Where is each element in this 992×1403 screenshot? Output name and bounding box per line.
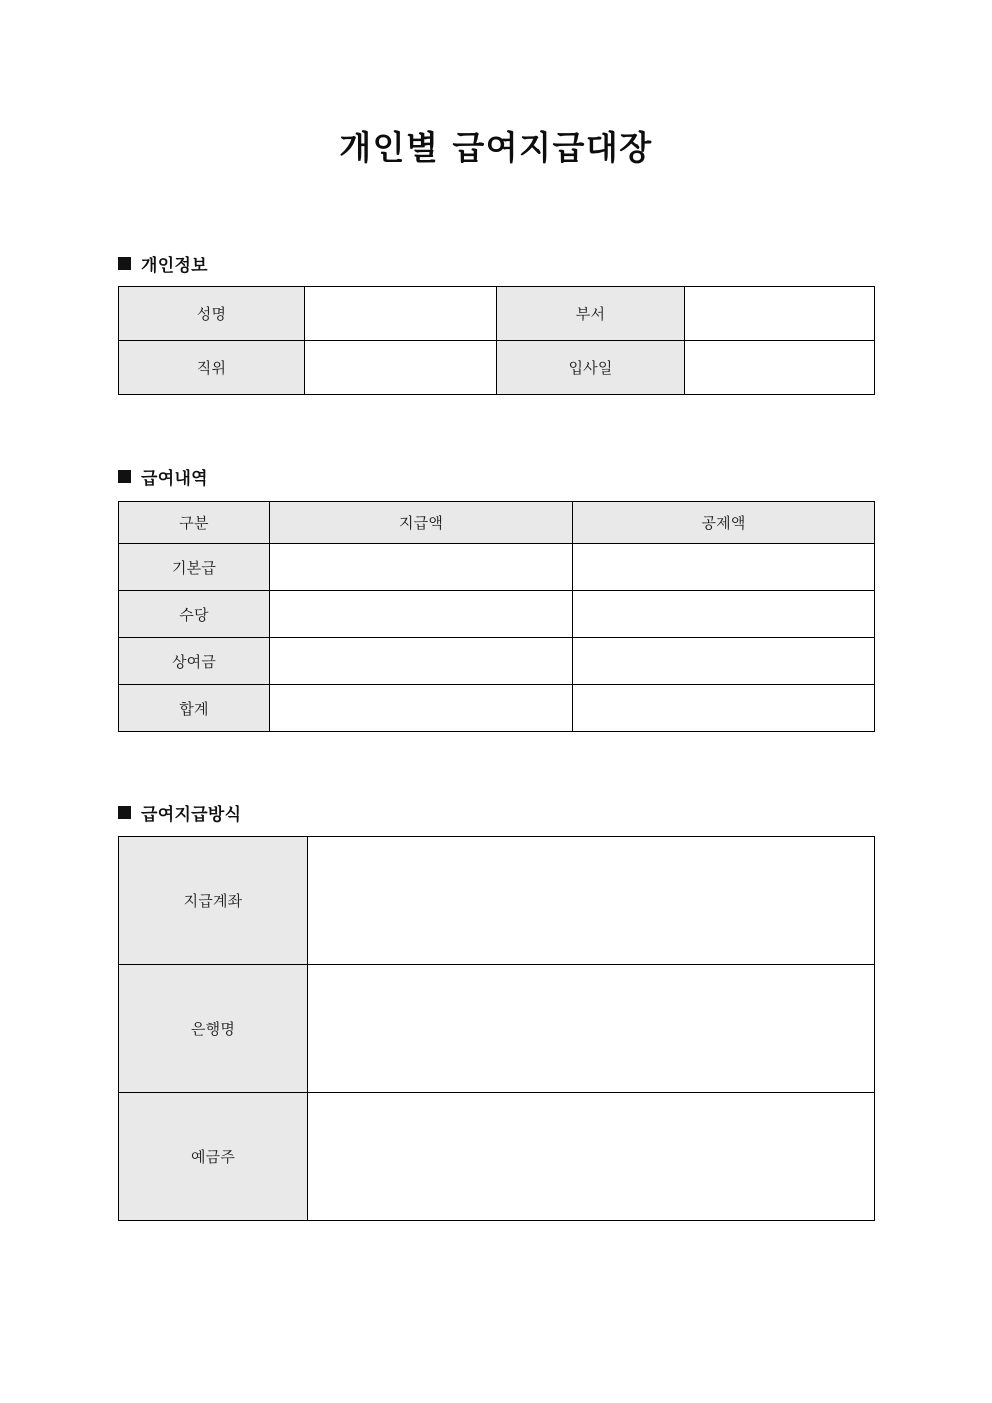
label-bonus: 상여금 bbox=[119, 638, 270, 685]
label-hire-date: 입사일 bbox=[497, 341, 685, 395]
section-heading-label: 개인정보 bbox=[141, 256, 208, 276]
label-allowance: 수당 bbox=[119, 591, 270, 638]
label-payment-account: 지급계좌 bbox=[119, 837, 308, 965]
field-position[interactable] bbox=[305, 341, 497, 395]
field-hire-date[interactable] bbox=[685, 341, 875, 395]
personal-info-table bbox=[118, 286, 875, 395]
label-name: 성명 bbox=[119, 287, 305, 341]
section-heading-payment-method bbox=[118, 800, 241, 825]
field-bonus-payment[interactable] bbox=[270, 638, 573, 685]
label-total: 합계 bbox=[119, 685, 270, 732]
label-position: 직위 bbox=[119, 341, 305, 395]
table-row bbox=[119, 1093, 875, 1221]
table-row bbox=[119, 685, 875, 732]
label-bank-name: 은행명 bbox=[119, 965, 308, 1093]
page-title: 개인별 급여지급대장 bbox=[339, 128, 653, 167]
field-payment-account[interactable] bbox=[308, 837, 875, 965]
salary-details-table bbox=[118, 501, 875, 732]
field-department[interactable] bbox=[685, 287, 875, 341]
field-base-pay-payment[interactable] bbox=[270, 544, 573, 591]
table-row bbox=[119, 591, 875, 638]
field-base-pay-deduction[interactable] bbox=[573, 544, 875, 591]
table-row bbox=[119, 837, 875, 965]
field-total-payment[interactable] bbox=[270, 685, 573, 732]
filled-square-icon bbox=[118, 806, 131, 819]
field-account-holder[interactable] bbox=[308, 1093, 875, 1221]
payment-method-table bbox=[118, 836, 875, 1221]
field-name[interactable] bbox=[305, 287, 497, 341]
section-heading-salary-details bbox=[118, 464, 208, 489]
field-total-deduction[interactable] bbox=[573, 685, 875, 732]
filled-square-icon bbox=[118, 257, 131, 270]
column-header-category: 구분 bbox=[119, 502, 270, 544]
table-row bbox=[119, 341, 875, 395]
table-row bbox=[119, 638, 875, 685]
table-row bbox=[119, 544, 875, 591]
label-base-pay: 기본급 bbox=[119, 544, 270, 591]
section-heading-personal-info bbox=[118, 251, 208, 276]
column-header-payment: 지급액 bbox=[270, 502, 573, 544]
column-header-deduction: 공제액 bbox=[573, 502, 875, 544]
field-bonus-deduction[interactable] bbox=[573, 638, 875, 685]
section-heading-label: 급여내역 bbox=[141, 469, 208, 489]
field-allowance-payment[interactable] bbox=[270, 591, 573, 638]
field-allowance-deduction[interactable] bbox=[573, 591, 875, 638]
table-row bbox=[119, 965, 875, 1093]
label-account-holder: 예금주 bbox=[119, 1093, 308, 1221]
field-bank-name[interactable] bbox=[308, 965, 875, 1093]
section-heading-label: 급여지급방식 bbox=[141, 805, 242, 825]
table-row bbox=[119, 287, 875, 341]
filled-square-icon bbox=[118, 470, 131, 483]
label-department: 부서 bbox=[497, 287, 685, 341]
table-header-row bbox=[119, 502, 875, 544]
